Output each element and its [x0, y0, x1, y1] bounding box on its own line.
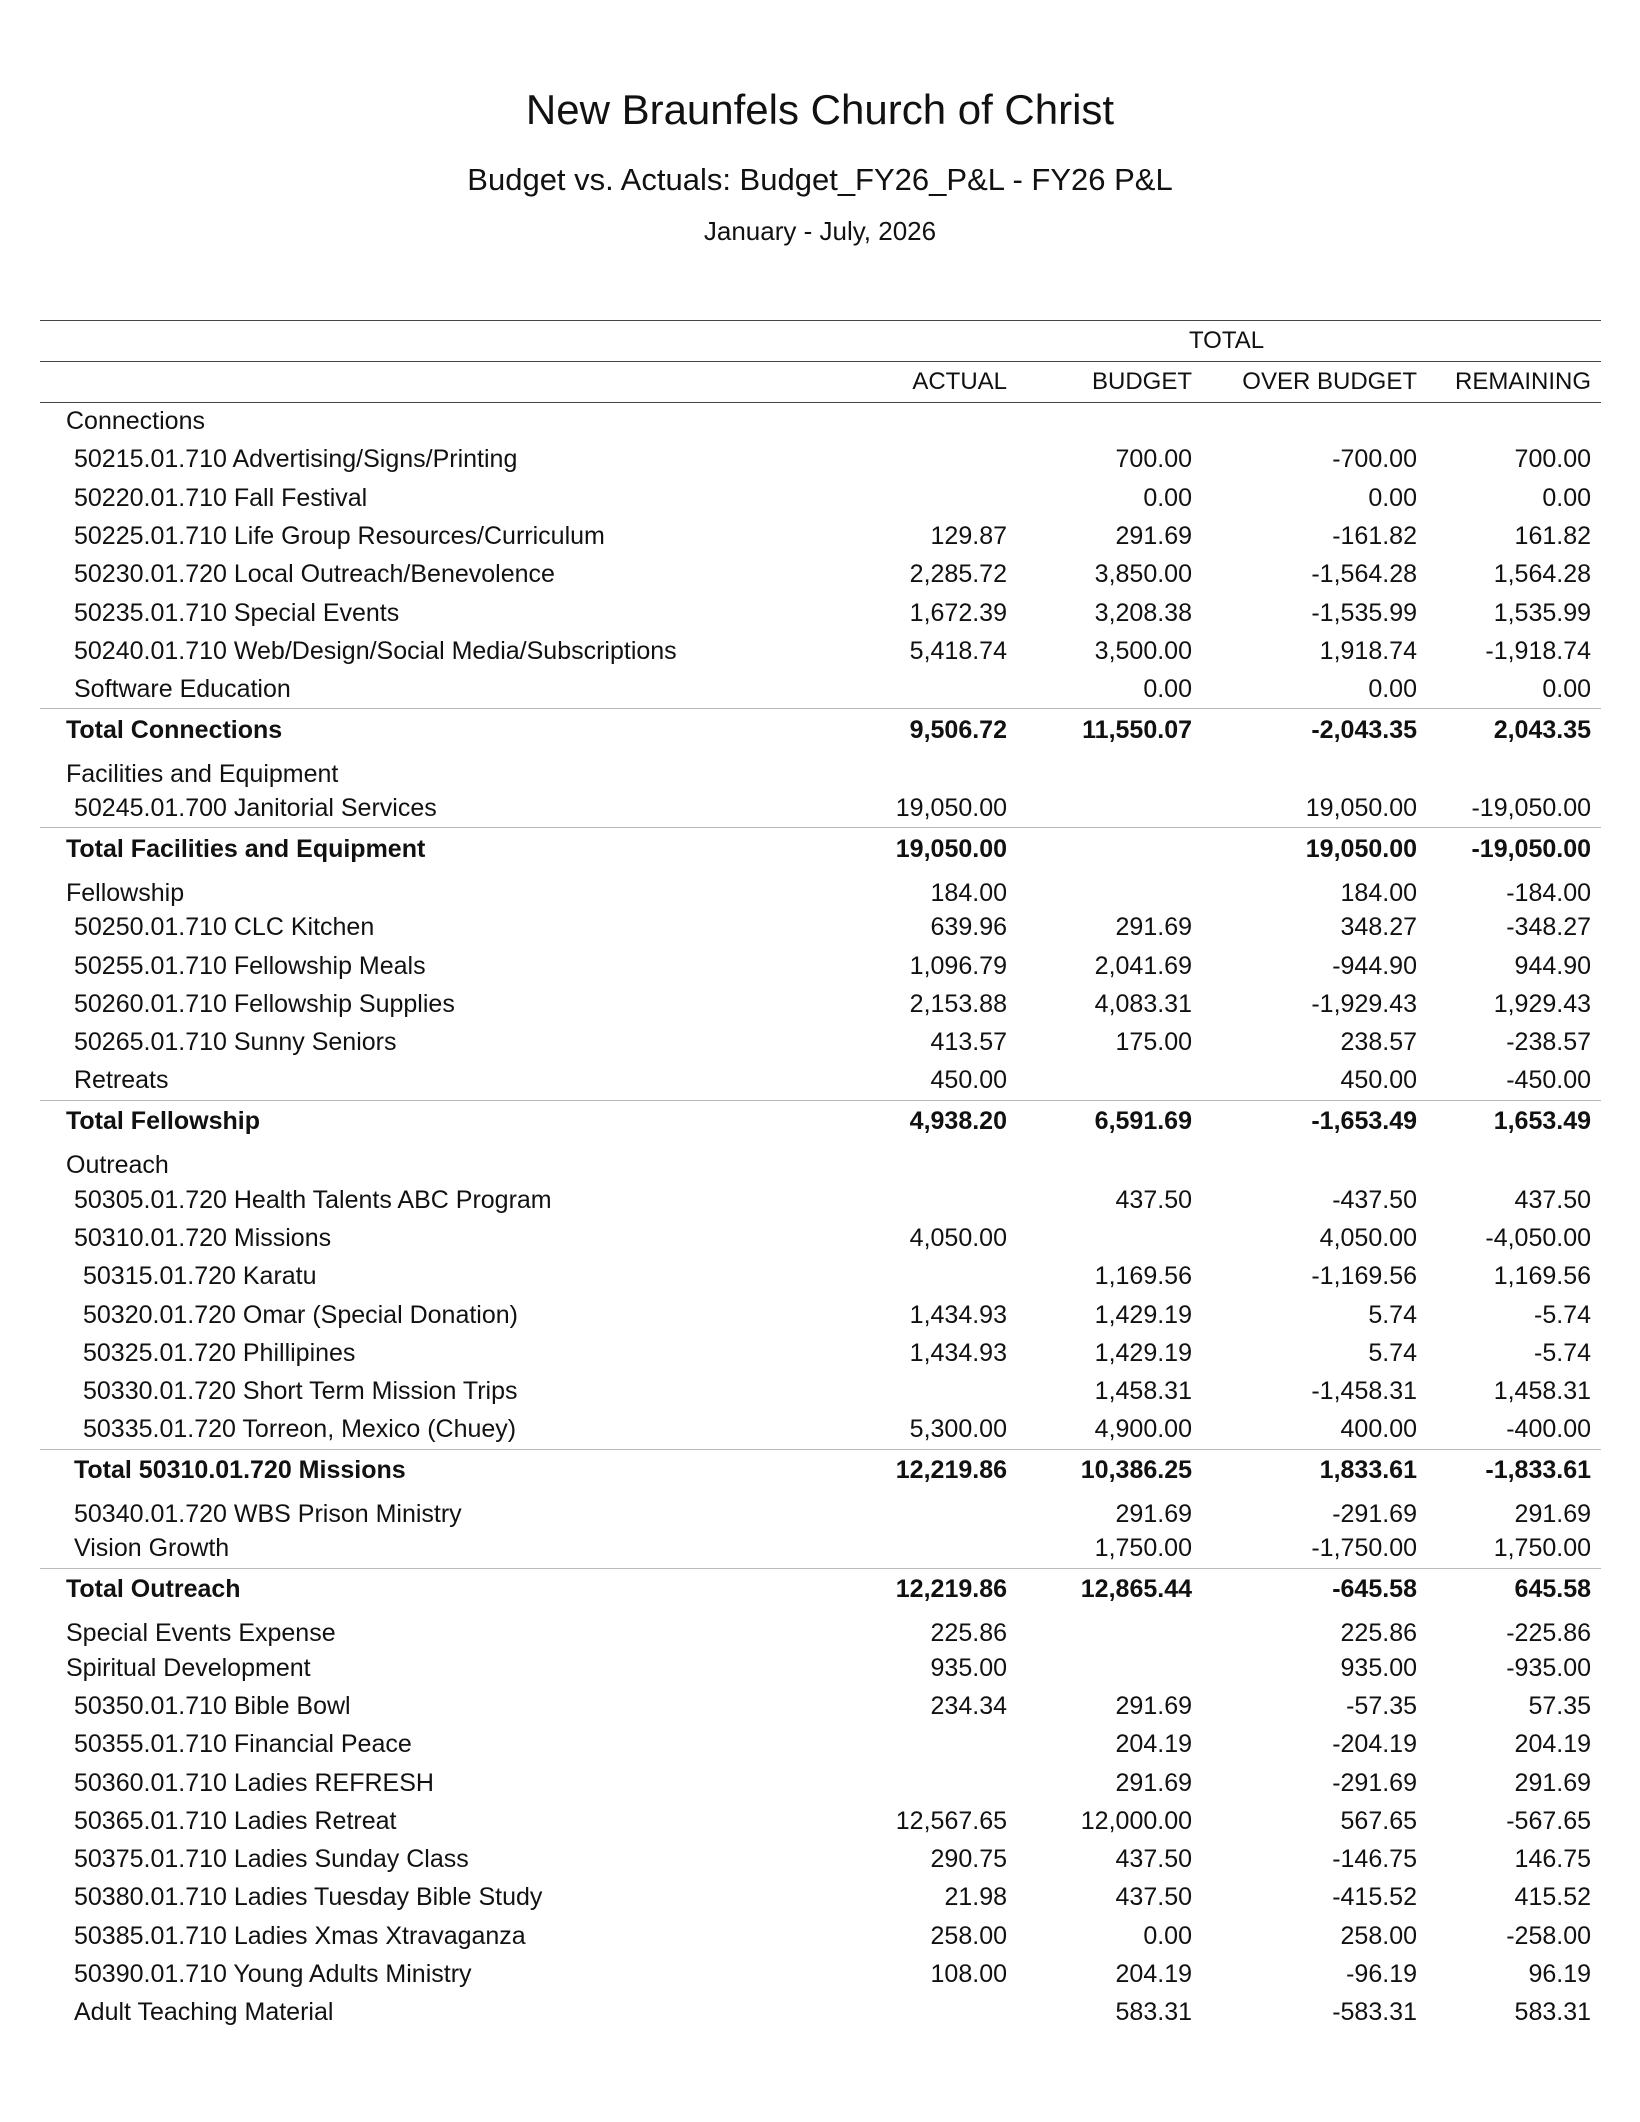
remaining-cell: 291.69: [1514, 1500, 1592, 1529]
over-budget-cell: -1,929.43: [1311, 990, 1417, 1018]
table-row: [40, 1955, 1601, 1993]
table-row: [40, 1296, 1601, 1334]
table-row: [40, 671, 1601, 709]
row-label: Fellowship: [66, 879, 185, 908]
remaining-column-header: REMAINING: [1427, 362, 1601, 403]
budget-cell: [1017, 870, 1202, 908]
over-budget-cell: [1202, 1143, 1427, 1181]
remaining-cell: -450.00: [1506, 1066, 1592, 1095]
over-budget-cell: 1,833.61: [1202, 1449, 1427, 1492]
actual-cell: [852, 1994, 1017, 2032]
section-row: [40, 1143, 1601, 1181]
row-label: Vision Growth: [74, 1534, 230, 1563]
table-row: [40, 1219, 1601, 1257]
row-label: 50365.01.710 Ladies Retreat: [74, 1806, 397, 1835]
remaining-cell: 291.69: [1514, 1768, 1592, 1797]
over-budget-column-header: OVER BUDGET: [1202, 362, 1427, 403]
remaining-cell: 415.52: [1514, 1883, 1592, 1912]
over-budget-cell: 5.74: [1368, 1338, 1417, 1367]
table-row: [40, 1764, 1601, 1802]
over-budget-cell: -437.50: [1332, 1185, 1417, 1214]
remaining-cell: -935.00: [1506, 1653, 1592, 1682]
over-budget-cell: 5.74: [1368, 1300, 1417, 1329]
row-label: 50320.01.720 Omar (Special Donation): [83, 1300, 518, 1329]
over-budget-cell: 0.00: [1368, 483, 1417, 512]
total-row: [40, 1100, 1601, 1143]
remaining-cell: [1427, 403, 1601, 441]
actual-cell: 2,153.88: [909, 990, 1007, 1018]
row-label: 50225.01.710 Life Group Resources/Curriculum: [74, 522, 605, 551]
table-row: [40, 909, 1601, 947]
actual-cell: 225.86: [930, 1619, 1007, 1648]
row-label: Spiritual Development: [66, 1653, 311, 1682]
over-budget-cell: 225.86: [1340, 1619, 1417, 1648]
over-budget-cell: -204.19: [1332, 1730, 1417, 1759]
row-label: 50380.01.710 Ladies Tuesday Bible Study: [74, 1883, 543, 1912]
section-row: [40, 1649, 1601, 1687]
remaining-cell: 1,458.31: [1493, 1377, 1592, 1406]
remaining-cell: -238.57: [1506, 1028, 1592, 1057]
over-budget-cell: -1,169.56: [1311, 1262, 1417, 1291]
budget-cell: 204.19: [1115, 1730, 1192, 1759]
over-budget-cell: [1202, 751, 1427, 789]
row-label: Total 50310.01.720 Missions: [40, 1449, 852, 1492]
actual-column-header: ACTUAL: [852, 362, 1017, 403]
actual-cell: [852, 671, 1017, 709]
table-row: [40, 479, 1601, 517]
remaining-cell: 1,653.49: [1427, 1100, 1601, 1143]
budget-cell: 6,591.69: [1017, 1100, 1202, 1143]
actual-cell: 21.98: [944, 1883, 1007, 1912]
budget-table: [40, 320, 1601, 2032]
remaining-cell: -258.00: [1506, 1921, 1592, 1950]
actual-cell: 290.75: [930, 1845, 1007, 1874]
actual-cell: [852, 751, 1017, 789]
remaining-cell: [1427, 751, 1601, 789]
table-row: [40, 1492, 1601, 1530]
row-label: Total Fellowship: [40, 1100, 852, 1143]
actual-cell: [852, 1726, 1017, 1764]
over-budget-cell: -1,535.99: [1311, 598, 1417, 627]
table-group-header-row: [40, 321, 1601, 362]
over-budget-cell: -1,750.00: [1311, 1534, 1417, 1563]
budget-cell: 1,429.19: [1094, 1300, 1192, 1329]
over-budget-cell: 450.00: [1340, 1066, 1417, 1095]
remaining-cell: 1,929.43: [1493, 990, 1592, 1018]
budget-cell: 437.50: [1115, 1883, 1192, 1912]
budget-cell: [1017, 403, 1202, 441]
actual-cell: 1,434.93: [909, 1300, 1007, 1329]
actual-cell: [852, 1492, 1017, 1530]
actual-cell: 12,219.86: [852, 1568, 1017, 1611]
budget-cell: [1017, 1143, 1202, 1181]
section-row: [40, 1611, 1601, 1649]
actual-cell: [852, 403, 1017, 441]
budget-cell: [1017, 1062, 1202, 1100]
budget-cell: 291.69: [1115, 913, 1192, 942]
budget-cell: 700.00: [1115, 445, 1192, 474]
budget-column-header: BUDGET: [1017, 362, 1202, 403]
budget-cell: 0.00: [1143, 483, 1192, 512]
remaining-cell: 2,043.35: [1427, 709, 1601, 752]
actual-cell: [852, 441, 1017, 479]
budget-cell: 291.69: [1115, 1691, 1192, 1720]
row-label: 50230.01.720 Local Outreach/Benevolence: [74, 560, 555, 589]
actual-cell: [852, 1181, 1017, 1219]
row-label: 50245.01.700 Janitorial Services: [74, 794, 437, 823]
over-budget-cell: 567.65: [1340, 1806, 1417, 1835]
over-budget-cell: 4,050.00: [1319, 1223, 1417, 1252]
over-budget-cell: -583.31: [1332, 1998, 1417, 2027]
table-row: [40, 1687, 1601, 1725]
remaining-cell: -184.00: [1506, 879, 1592, 908]
actual-cell: 19,050.00: [895, 794, 1007, 823]
empty-header-cell: [40, 321, 852, 362]
over-budget-cell: -1,564.28: [1311, 560, 1417, 589]
budget-cell: 175.00: [1115, 1028, 1192, 1057]
section-row: [40, 870, 1601, 908]
label-column-header: [40, 362, 852, 403]
remaining-cell: -19,050.00: [1427, 828, 1601, 871]
remaining-cell: 1,750.00: [1493, 1534, 1592, 1563]
budget-cell: 4,083.31: [1094, 990, 1192, 1018]
row-label: 50385.01.710 Ladies Xmas Xtravaganza: [74, 1921, 526, 1950]
over-budget-cell: 258.00: [1340, 1921, 1417, 1950]
budget-cell: 10,386.25: [1017, 1449, 1202, 1492]
actual-cell: 5,300.00: [909, 1415, 1007, 1444]
over-budget-cell: -415.52: [1332, 1883, 1417, 1912]
remaining-cell: 437.50: [1514, 1185, 1592, 1214]
budget-cell: [1017, 1649, 1202, 1687]
budget-cell: 0.00: [1143, 674, 1192, 703]
row-label: 50215.01.710 Advertising/Signs/Printing: [74, 445, 518, 474]
over-budget-cell: 348.27: [1340, 913, 1417, 942]
over-budget-cell: -645.58: [1202, 1568, 1427, 1611]
total-row: [40, 1449, 1601, 1492]
budget-cell: [1017, 1219, 1202, 1257]
remaining-cell: -19,050.00: [1471, 794, 1592, 823]
remaining-cell: -567.65: [1506, 1806, 1592, 1835]
actual-cell: 19,050.00: [852, 828, 1017, 871]
remaining-cell: -1,918.74: [1485, 636, 1592, 665]
row-label: 50260.01.710 Fellowship Supplies: [74, 990, 455, 1018]
table-row: [40, 517, 1601, 555]
actual-cell: 2,285.72: [909, 560, 1007, 589]
over-budget-cell: 184.00: [1340, 879, 1417, 908]
budget-cell: 3,850.00: [1094, 560, 1192, 589]
table-row: [40, 1334, 1601, 1372]
table-row: [40, 947, 1601, 985]
remaining-cell: -5.74: [1534, 1300, 1592, 1329]
budget-cell: 437.50: [1115, 1845, 1192, 1874]
budget-cell: 0.00: [1143, 1921, 1192, 1950]
row-label: 50390.01.710 Young Adults Ministry: [74, 1960, 472, 1989]
budget-cell: 291.69: [1115, 1768, 1192, 1797]
remaining-cell: 0.00: [1542, 483, 1592, 512]
remaining-cell: -400.00: [1506, 1415, 1592, 1444]
row-label: 50265.01.710 Sunny Seniors: [74, 1028, 397, 1057]
actual-cell: [852, 1530, 1017, 1568]
remaining-cell: 944.90: [1514, 951, 1592, 980]
over-budget-cell: -96.19: [1346, 1960, 1417, 1989]
over-budget-cell: -700.00: [1332, 445, 1417, 474]
row-label: 50250.01.710 CLC Kitchen: [74, 913, 375, 942]
row-label: 50335.01.720 Torreon, Mexico (Chuey): [83, 1415, 517, 1444]
remaining-cell: 57.35: [1528, 1691, 1592, 1720]
total-row: [40, 828, 1601, 871]
row-label: Total Connections: [40, 709, 852, 752]
remaining-cell: 1,564.28: [1493, 560, 1592, 589]
remaining-cell: 96.19: [1528, 1960, 1592, 1989]
remaining-cell: 700.00: [1514, 445, 1592, 474]
budget-cell: 11,550.07: [1017, 709, 1202, 752]
budget-cell: 3,500.00: [1094, 636, 1192, 665]
organization-name: New Braunfels Church of Christ: [525, 86, 1115, 133]
remaining-cell: 645.58: [1427, 1568, 1601, 1611]
budget-cell: [1017, 1611, 1202, 1649]
row-label: Software Education: [74, 674, 291, 703]
table-row: [40, 790, 1601, 828]
remaining-cell: 1,169.56: [1493, 1262, 1592, 1291]
total-row: [40, 1568, 1601, 1611]
row-label: 50255.01.710 Fellowship Meals: [74, 951, 426, 980]
over-budget-cell: 400.00: [1340, 1415, 1417, 1444]
table-body: [40, 403, 1601, 2032]
actual-cell: 184.00: [930, 879, 1007, 908]
actual-cell: 234.34: [930, 1691, 1007, 1720]
budget-cell: [1017, 828, 1202, 871]
row-label: 50325.01.720 Phillipines: [83, 1338, 356, 1367]
row-label: Facilities and Equipment: [66, 760, 339, 789]
row-label: Total Facilities and Equipment: [40, 828, 852, 871]
table-row: [40, 985, 1601, 1023]
over-budget-cell: [1202, 403, 1427, 441]
actual-cell: 4,050.00: [909, 1223, 1007, 1252]
actual-cell: 129.87: [930, 522, 1007, 551]
budget-cell: 1,750.00: [1094, 1534, 1192, 1563]
actual-cell: 1,096.79: [909, 951, 1007, 980]
row-label: 50305.01.720 Health Talents ABC Program: [74, 1185, 552, 1214]
actual-cell: 9,506.72: [852, 709, 1017, 752]
row-label: Total Outreach: [40, 1568, 852, 1611]
row-label: Adult Teaching Material: [74, 1998, 334, 2027]
budget-cell: 437.50: [1115, 1185, 1192, 1214]
row-label: 50235.01.710 Special Events: [74, 598, 400, 627]
table-column-header-row: [40, 362, 1601, 403]
actual-cell: 413.57: [930, 1028, 1007, 1057]
remaining-cell: -4,050.00: [1485, 1223, 1592, 1252]
report-title: Budget vs. Actuals: Budget_FY26_P&L - FY26 P&L: [467, 162, 1173, 197]
table-row: [40, 632, 1601, 670]
budget-cell: [1017, 751, 1202, 789]
row-label: 50340.01.720 WBS Prison Ministry: [74, 1500, 462, 1529]
section-row: [40, 403, 1601, 441]
row-label: Special Events Expense: [66, 1619, 336, 1648]
table-row: [40, 1841, 1601, 1879]
over-budget-cell: -146.75: [1332, 1845, 1417, 1874]
table-row: [40, 441, 1601, 479]
budget-cell: 4,900.00: [1094, 1415, 1192, 1444]
actual-cell: [852, 1143, 1017, 1181]
over-budget-cell: -161.82: [1332, 522, 1417, 551]
table-row: [40, 1258, 1601, 1296]
over-budget-cell: -944.90: [1332, 951, 1417, 980]
budget-cell: 1,458.31: [1094, 1377, 1192, 1406]
remaining-cell: 204.19: [1514, 1730, 1592, 1759]
table-row: [40, 1994, 1601, 2032]
actual-cell: 4,938.20: [852, 1100, 1017, 1143]
table-row: [40, 1024, 1601, 1062]
actual-cell: 1,672.39: [909, 598, 1007, 627]
actual-cell: 1,434.93: [909, 1338, 1007, 1367]
table-row: [40, 1917, 1601, 1955]
remaining-cell: -225.86: [1506, 1619, 1592, 1648]
remaining-cell: 161.82: [1514, 522, 1592, 551]
actual-cell: [852, 1373, 1017, 1411]
budget-cell: 1,429.19: [1094, 1338, 1192, 1367]
row-label: 50220.01.710 Fall Festival: [74, 483, 368, 512]
remaining-cell: 0.00: [1542, 674, 1592, 703]
over-budget-cell: 19,050.00: [1305, 794, 1417, 823]
remaining-cell: 583.31: [1514, 1998, 1592, 2027]
table-row: [40, 1062, 1601, 1100]
table-row: [40, 1879, 1601, 1917]
report-period: January - July, 2026: [703, 216, 937, 246]
budget-cell: [1017, 790, 1202, 828]
remaining-cell: 146.75: [1514, 1845, 1592, 1874]
row-label: 50350.01.710 Bible Bowl: [74, 1691, 351, 1720]
actual-cell: 5,418.74: [909, 636, 1007, 665]
over-budget-cell: -1,653.49: [1202, 1100, 1427, 1143]
row-label: 50330.01.720 Short Term Mission Trips: [83, 1377, 518, 1406]
over-budget-cell: 0.00: [1368, 674, 1417, 703]
over-budget-cell: 19,050.00: [1202, 828, 1427, 871]
table-row: [40, 594, 1601, 632]
actual-cell: 450.00: [930, 1066, 1007, 1095]
table-row: [40, 556, 1601, 594]
over-budget-cell: -291.69: [1332, 1500, 1417, 1529]
total-group-header: TOTAL: [852, 321, 1601, 362]
row-label: 50355.01.710 Financial Peace: [74, 1730, 412, 1759]
actual-cell: 12,219.86: [852, 1449, 1017, 1492]
budget-cell: 204.19: [1115, 1960, 1192, 1989]
actual-cell: 108.00: [930, 1960, 1007, 1989]
table-row: [40, 1181, 1601, 1219]
row-label: 50375.01.710 Ladies Sunday Class: [74, 1845, 469, 1874]
actual-cell: [852, 1258, 1017, 1296]
row-label: 50315.01.720 Karatu: [83, 1262, 317, 1291]
remaining-cell: -5.74: [1534, 1338, 1592, 1367]
table-row: [40, 1530, 1601, 1568]
remaining-cell: [1427, 1143, 1601, 1181]
table-row: [40, 1802, 1601, 1840]
budget-cell: 2,041.69: [1094, 951, 1192, 980]
table-row: [40, 1373, 1601, 1411]
over-budget-cell: -2,043.35: [1202, 709, 1427, 752]
row-label: 50310.01.720 Missions: [74, 1223, 332, 1252]
table-row: [40, 1726, 1601, 1764]
budget-cell: 583.31: [1115, 1998, 1192, 2027]
actual-cell: 639.96: [930, 913, 1007, 942]
over-budget-cell: -1,458.31: [1311, 1377, 1417, 1406]
budget-cell: 1,169.56: [1094, 1262, 1192, 1291]
actual-cell: 258.00: [930, 1921, 1007, 1950]
budget-cell: 12,865.44: [1017, 1568, 1202, 1611]
budget-cell: 3,208.38: [1094, 598, 1192, 627]
row-label: 50240.01.710 Web/Design/Social Media/Subscriptions: [74, 636, 677, 665]
actual-cell: [852, 1764, 1017, 1802]
budget-cell: 12,000.00: [1080, 1806, 1192, 1835]
over-budget-cell: 1,918.74: [1319, 636, 1417, 665]
over-budget-cell: 935.00: [1340, 1653, 1417, 1682]
budget-cell: 291.69: [1115, 1500, 1192, 1529]
budget-cell: 291.69: [1115, 522, 1192, 551]
actual-cell: [852, 479, 1017, 517]
remaining-cell: -348.27: [1506, 913, 1592, 942]
row-label: Connections: [66, 407, 205, 436]
over-budget-cell: -291.69: [1332, 1768, 1417, 1797]
over-budget-cell: 238.57: [1340, 1028, 1417, 1057]
row-label: Retreats: [74, 1066, 169, 1095]
remaining-cell: 1,535.99: [1493, 598, 1592, 627]
actual-cell: 12,567.65: [895, 1806, 1007, 1835]
row-label: Outreach: [66, 1151, 169, 1180]
section-row: [40, 751, 1601, 789]
total-row: [40, 709, 1601, 752]
row-label: 50360.01.710 Ladies REFRESH: [74, 1768, 434, 1797]
actual-cell: 935.00: [930, 1653, 1007, 1682]
table-row: [40, 1411, 1601, 1449]
remaining-cell: -1,833.61: [1427, 1449, 1601, 1492]
over-budget-cell: -57.35: [1346, 1691, 1417, 1720]
